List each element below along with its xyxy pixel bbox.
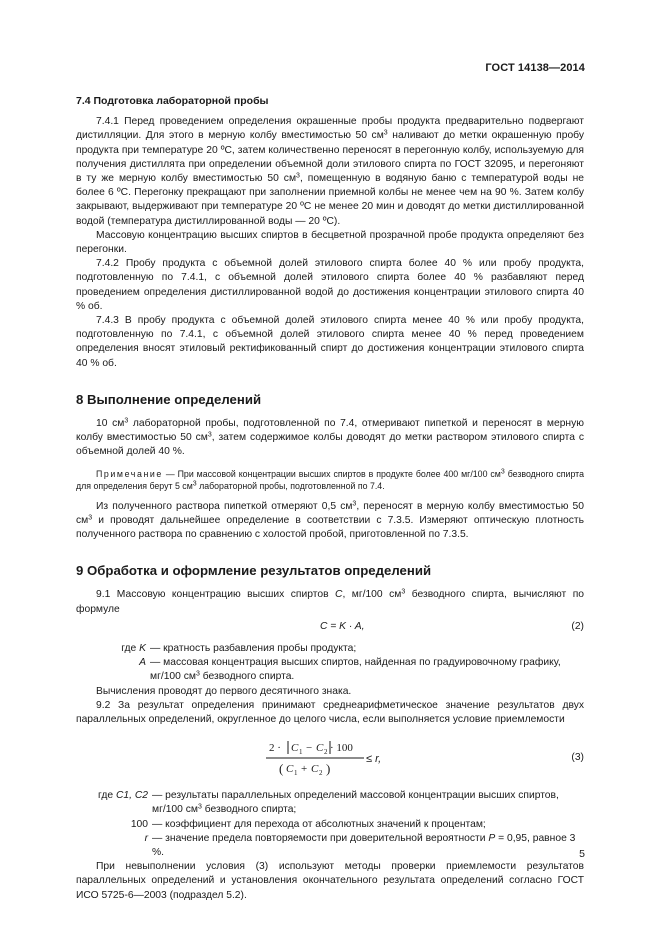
svg-text:): ) bbox=[326, 761, 331, 777]
definition-r: r — значение предела повторяемости при доверительной вероятности P = 0,95, равное 3 %. bbox=[144, 832, 576, 858]
paragraph-9-3: При невыполнении условия (3) используют методы проверки приемлемости результатов параллельных определений и установления окончательного результата определений согласно ГОСТ ИСО 5725-6—2003 (подраздел 5.2). bbox=[76, 861, 584, 901]
definitions-formula-3 bbox=[76, 789, 584, 860]
paragraph-calculation-precision: Вычисления проводят до первого десятичного знака. bbox=[96, 685, 352, 697]
svg-text:C: C bbox=[311, 763, 319, 776]
formula-2-row bbox=[76, 620, 584, 638]
paragraph-7-4-1-colorless: Массовую концентрацию высших спиртов в бесцветной прозрачной пробе продукта определяют без перегонки. bbox=[76, 229, 584, 256]
formula-2: C = K · A, bbox=[320, 620, 365, 632]
definition-k: где K — кратность разбавления пробы продукта; bbox=[121, 642, 357, 654]
document-header: ГОСТ 14138—2014 bbox=[485, 62, 585, 74]
formula-3-numerator-tail: · 100 bbox=[330, 742, 353, 755]
note-label: Примечание bbox=[96, 468, 163, 479]
definition-100: 100 — коэффициент для перехода от абсолютных значений к процентам; bbox=[130, 818, 486, 830]
formula-3-relation: ≤ r, bbox=[366, 753, 382, 766]
svg-text:C: C bbox=[291, 742, 299, 755]
svg-text:C: C bbox=[316, 742, 324, 755]
formula-3-number: (3) bbox=[571, 752, 584, 764]
formula-2-number: (2) bbox=[571, 620, 584, 632]
section-9-title: 9 Обработка и оформление результатов определений bbox=[76, 563, 432, 579]
svg-text:(: ( bbox=[279, 761, 284, 777]
page-content bbox=[76, 94, 584, 903]
paragraph-8-2: Из полученного раствора пипеткой отмеряют 0,5 $см^3$, переносят в мерную колбу вместимостью 50 $см^3$ и проводят дальнейшее определение в соответствии с 7.3.5. Измеряют оптическую плотность полученного раствора по сравнению с холостой пробой, приготовленной по 7.3.5. bbox=[76, 500, 584, 541]
definition-c1-c2: где C1, C2 — результаты параллельных определений массовой концентрации высших спиртов, мг/100 $см^3$ безводного спирта; bbox=[98, 790, 559, 816]
note-8: Примечание — При массовой концентрации высших спиртов в продукте более 400 мг/100 $см^3$ безводного спирта для определения берут 5 $см^3$ лабораторной пробы, подготовленной по 7.4. bbox=[76, 468, 584, 492]
definitions-formula-2 bbox=[76, 642, 584, 685]
page-number: 5 bbox=[579, 848, 585, 860]
paragraph-8-1: 10 $см^3$ лабораторной пробы, подготовленной по 7.4, отмеривают пипеткой и переносят в мерную колбу вместимостью 50 $см^3$, затем содержимое колбы доводят до метки раствором этилового спирта с объемной долей 40 %. bbox=[76, 417, 584, 458]
formula-3 bbox=[266, 737, 456, 781]
paragraph-7-4-2: 7.4.2 Пробу продукта с объемной долей этилового спирта более 40 % или пробу продукта, подготовленную по 7.4.1, с объемной долей этилового спирта более 40 % разбавляют перед проведением определения дистиллированной водой до достижения концентрации этилового спирта 40 % об. bbox=[76, 258, 584, 312]
section-8-title: 8 Выполнение определений bbox=[76, 391, 262, 407]
section-7-4-title: 7.4 Подготовка лабораторной пробы bbox=[76, 95, 269, 107]
svg-text:2: 2 bbox=[319, 769, 323, 778]
svg-text:−: − bbox=[306, 742, 313, 755]
svg-text:2: 2 bbox=[324, 748, 328, 757]
svg-text:1: 1 bbox=[294, 769, 298, 778]
formula-3-row bbox=[76, 737, 584, 781]
svg-text:+: + bbox=[301, 763, 308, 776]
paragraph-9-1: 9.1 Массовую концентрацию высших спиртов C, мг/100 $см^3$ безводного спирта, вычисляют по формуле bbox=[76, 588, 584, 615]
svg-text:C: C bbox=[286, 763, 294, 776]
paragraph-7-4-3: 7.4.3 В пробу продукта с объемной долей этилового спирта менее 40 % или пробу продукта, подготовленную по 7.4.1, с объемной долей этилового спирта менее 40 % перед проведением определения вносят этиловый ректификованный спирт до достижения концентрации этилового спирта 40 % об. bbox=[76, 315, 584, 369]
paragraph-9-2: 9.2 За результат определения принимают среднеарифметическое значение результатов двух параллельных определений, округленное до целого числа, если выполняется условие приемлемости bbox=[76, 699, 584, 725]
paragraph-7-4-1: 7.4.1 Перед проведением определения окрашенные пробы продукта предварительно подвергают дистилляции. Для этого в мерную колбу вместимостью 50 $см^3$ наливают до метки окрашенную пробу продукта при температуре 20 ºС, затем количественно переносят в перегонную колбу, используемую для получения дистиллята при определении объемной доли этилового спирта по ГОСТ 32095, и перегоняют в ту же мерную колбу вместимостью 50 $см^3$, помещенную в водяную баню с температурой воды не более 6 ºС. Перегонку прекращают при заполнении приемной колбы не менее чем на 90 %. Затем колбу закрывают, выдерживают при температуре 20 ºС не менее 20 мин и доводят до метки дистиллированной водой (температура дистиллированной воды — 20 ºС). bbox=[76, 116, 584, 227]
svg-text:1: 1 bbox=[299, 748, 303, 757]
formula-3-numerator-lead: 2 · bbox=[269, 742, 281, 755]
definition-a: A — массовая концентрация высших спиртов, найденная по градуировочному графику, мг/100 $см^3$ безводного спирта. bbox=[139, 657, 561, 683]
